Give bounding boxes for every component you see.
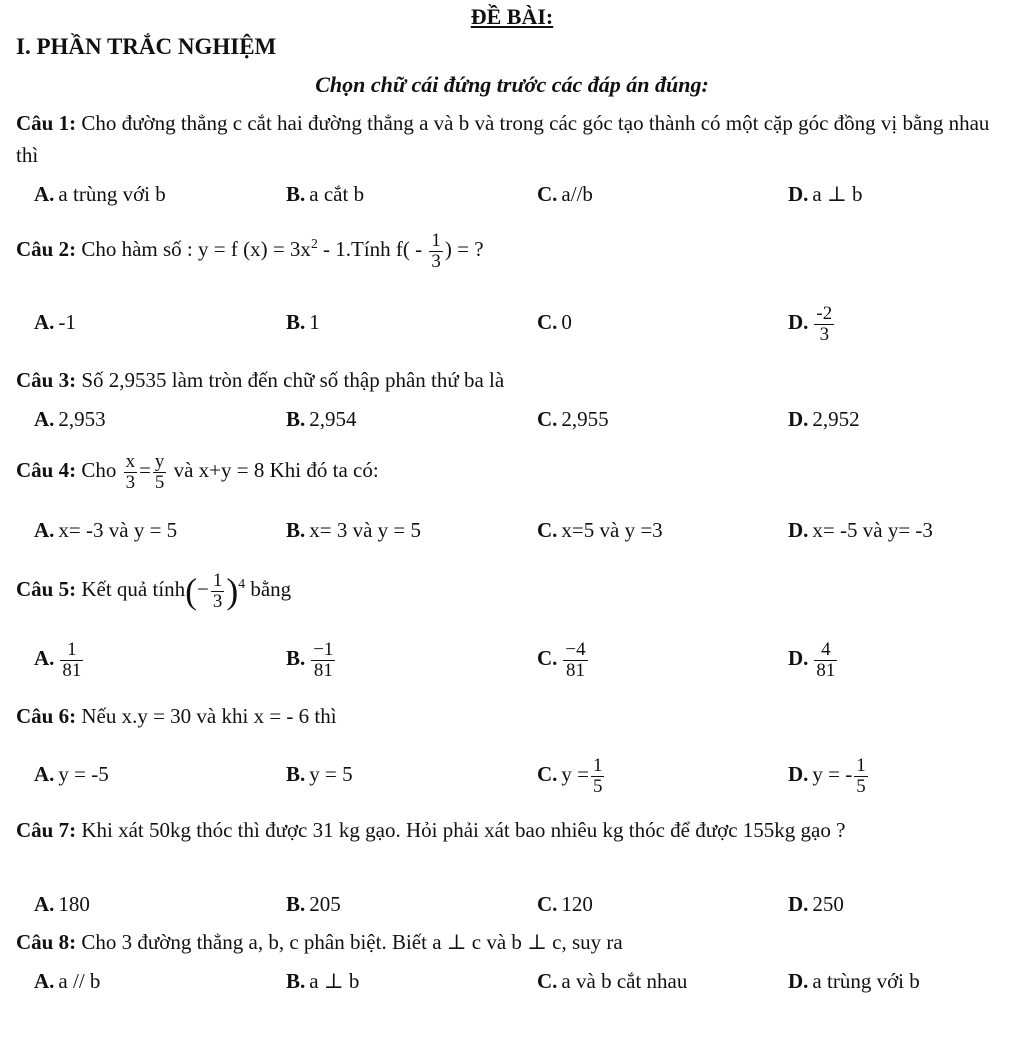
option-letter: B.: [286, 969, 306, 993]
option-text: 1: [309, 310, 320, 334]
option-letter: C.: [537, 762, 558, 787]
option-letter: A.: [34, 182, 55, 206]
numerator: -2: [816, 303, 833, 324]
option-d: [788, 304, 836, 345]
option-text: 250: [812, 892, 844, 916]
option-letter: D.: [788, 182, 809, 206]
option-c: [537, 304, 572, 340]
option-letter: A.: [34, 407, 55, 431]
options-4: [34, 512, 1004, 548]
option-letter: B.: [286, 182, 306, 206]
options-2: [34, 303, 1004, 345]
option-text: a trùng với b: [58, 182, 166, 206]
option-letter: D.: [788, 310, 809, 335]
option-letter: A.: [34, 518, 55, 542]
question-text: Cho hàm số : y = f (x) = 3x: [81, 237, 311, 261]
question-text: Số 2,9535 làm tròn đến chữ số thập phân thứ ba là: [81, 368, 505, 392]
options-3: [34, 401, 1004, 437]
option-letter: B.: [286, 407, 306, 431]
left-paren: (: [185, 571, 198, 612]
question-4: [16, 452, 1000, 493]
question-text: Cho đường thẳng c cắt hai đường thẳng a và b và trong các góc tạo thành có một cặp góc đồng vị bằng nhau thì: [16, 111, 990, 167]
option-text: a // b: [58, 969, 101, 993]
fraction: [153, 452, 166, 493]
option-letter: D.: [788, 969, 809, 993]
numerator: x: [125, 451, 136, 472]
option-c: [537, 401, 609, 437]
option-text: y =: [561, 762, 590, 787]
option-c: [537, 886, 593, 922]
fraction: [854, 756, 867, 797]
option-a: [34, 304, 76, 340]
option-text: a và b cắt nhau: [561, 969, 688, 993]
question-text: Khi xát 50kg thóc thì được 31 kg gạo. Hỏi phải xát bao nhiêu kg thóc để được 155kg gạo ?: [81, 818, 846, 842]
question-label: Câu 3:: [16, 368, 77, 392]
option-a: [34, 512, 177, 548]
option-a: [34, 401, 106, 437]
option-text: x=5 và y =3: [561, 518, 663, 542]
numerator: −4: [565, 639, 586, 660]
fraction: [311, 640, 335, 681]
fraction: [60, 640, 83, 681]
option-b: [286, 756, 353, 792]
options-5: [34, 639, 1004, 681]
option-letter: B.: [286, 518, 306, 542]
option-b: [286, 963, 359, 999]
option-a: [34, 756, 109, 792]
option-b: [286, 886, 341, 922]
option-letter: D.: [788, 646, 809, 671]
numerator: y: [154, 451, 165, 472]
question-7: [16, 814, 1000, 846]
fraction: [429, 231, 442, 272]
numerator: −1: [313, 639, 334, 660]
question-6: [16, 700, 1000, 732]
option-letter: B.: [286, 762, 306, 786]
option-text: x= -3 và y = 5: [58, 518, 178, 542]
options-1: [34, 176, 1004, 212]
question-label: Câu 1:: [16, 111, 77, 135]
question-text: Kết quả tính: [81, 577, 186, 601]
denominator: 81: [816, 659, 836, 681]
option-letter: C.: [537, 646, 558, 671]
question-1: [16, 107, 1000, 171]
option-letter: C.: [537, 310, 558, 334]
question-label: Câu 8:: [16, 930, 77, 954]
option-text: 120: [561, 892, 593, 916]
option-text: 205: [309, 892, 341, 916]
denominator: 3: [125, 471, 136, 493]
denominator: 81: [62, 659, 82, 681]
option-d: [788, 401, 860, 437]
section-title: I. PHẦN TRẮC NGHIỆM: [16, 34, 277, 59]
option-letter: C.: [537, 407, 558, 431]
denominator: 3: [819, 323, 830, 345]
option-d: [788, 963, 920, 999]
option-text: -1: [58, 310, 76, 334]
denominator: 5: [856, 775, 866, 797]
question-label: Câu 2:: [16, 237, 77, 261]
denominator: 81: [566, 659, 585, 681]
option-text: x= 3 và y = 5: [309, 518, 422, 542]
option-a: [34, 886, 90, 922]
numerator: 1: [431, 229, 441, 251]
option-d: [788, 756, 870, 797]
question-label: Câu 5:: [16, 577, 77, 601]
option-letter: D.: [788, 407, 809, 431]
question-text: - 1.Tính f( -: [317, 237, 428, 261]
option-letter: A.: [34, 310, 55, 334]
question-text: Cho 3 đường thẳng a, b, c phân biệt. Biết a ⊥ c và b ⊥ c, suy ra: [81, 930, 623, 954]
options-8: [34, 963, 1004, 999]
option-text: a trùng với b: [812, 969, 920, 993]
option-b: [286, 304, 320, 340]
fraction: [591, 756, 604, 797]
question-2: [16, 228, 1000, 272]
question-3: [16, 364, 1000, 396]
option-text: 2,952: [812, 407, 860, 431]
fraction: [814, 304, 834, 345]
option-c: [537, 512, 663, 548]
option-text: y = -: [812, 762, 853, 787]
option-d: [788, 176, 863, 212]
numerator: 1: [593, 755, 603, 776]
denominator: 3: [212, 590, 223, 612]
option-text: 0: [561, 310, 572, 334]
fraction: [814, 640, 837, 681]
option-letter: B.: [286, 646, 306, 671]
fraction: [124, 452, 137, 493]
option-letter: C.: [537, 892, 558, 916]
equals-sign: =: [139, 458, 151, 483]
options-6: [34, 755, 1004, 797]
exponent: 2: [310, 236, 318, 251]
option-letter: B.: [286, 310, 306, 334]
option-d: [788, 640, 839, 681]
option-letter: C.: [537, 518, 558, 542]
option-letter: A.: [34, 969, 55, 993]
option-text: 2,955: [561, 407, 609, 431]
numerator: 1: [856, 755, 866, 776]
option-text: y = -5: [58, 762, 109, 786]
exam-title: ĐỀ BÀI:: [470, 4, 554, 29]
option-letter: A.: [34, 762, 55, 786]
option-b: [286, 640, 337, 681]
option-b: [286, 512, 421, 548]
question-text: Nếu x.y = 30 và khi x = - 6 thì: [81, 704, 337, 728]
options-7: [34, 886, 1004, 922]
option-a: [34, 640, 85, 681]
option-b: [286, 401, 357, 437]
right-paren: ): [226, 571, 239, 612]
question-label: Câu 6:: [16, 704, 77, 728]
question-text: ) = ?: [444, 237, 484, 261]
option-c: [537, 756, 606, 797]
option-text: 180: [58, 892, 90, 916]
option-letter: D.: [788, 892, 809, 916]
option-a: [34, 176, 166, 212]
option-text: a cắt b: [309, 182, 365, 206]
minus-sign: −: [197, 577, 209, 601]
fraction: [211, 571, 224, 612]
denominator: 5: [154, 471, 165, 493]
option-d: [788, 512, 933, 548]
option-d: [788, 886, 844, 922]
option-letter: C.: [537, 969, 558, 993]
option-text: 2,953: [58, 407, 106, 431]
option-letter: D.: [788, 762, 809, 787]
numerator: 4: [814, 640, 837, 661]
question-text: và x+y = 8 Khi đó ta có:: [173, 458, 379, 483]
question-label: Câu 4:: [16, 458, 77, 483]
option-text: x= -5 và y= -3: [812, 518, 933, 542]
option-letter: D.: [788, 518, 809, 542]
question-8: [16, 926, 1000, 958]
denominator: 3: [431, 250, 441, 272]
option-c: [537, 176, 593, 212]
exponent: 4: [238, 576, 246, 591]
option-text: a ⊥ b: [309, 969, 360, 993]
numerator: 1: [212, 569, 223, 591]
question-5: [16, 568, 1000, 612]
option-letter: A.: [34, 892, 55, 916]
option-b: [286, 176, 364, 212]
question-text: bằng: [250, 577, 292, 601]
instruction: Chọn chữ cái đứng trước các đáp án đúng:: [315, 72, 709, 97]
option-letter: A.: [34, 646, 55, 671]
option-text: y = 5: [309, 762, 353, 786]
option-text: a//b: [561, 182, 593, 206]
option-letter: C.: [537, 182, 558, 206]
option-text: a ⊥ b: [812, 182, 863, 206]
option-text: 2,954: [309, 407, 357, 431]
fraction: [563, 640, 587, 681]
option-letter: B.: [286, 892, 306, 916]
denominator: 5: [593, 775, 603, 797]
question-text: Cho: [81, 458, 117, 483]
option-c: [537, 963, 687, 999]
option-c: [537, 640, 590, 681]
denominator: 81: [313, 659, 333, 681]
numerator: 1: [60, 640, 83, 661]
question-label: Câu 7:: [16, 818, 77, 842]
option-a: [34, 963, 100, 999]
